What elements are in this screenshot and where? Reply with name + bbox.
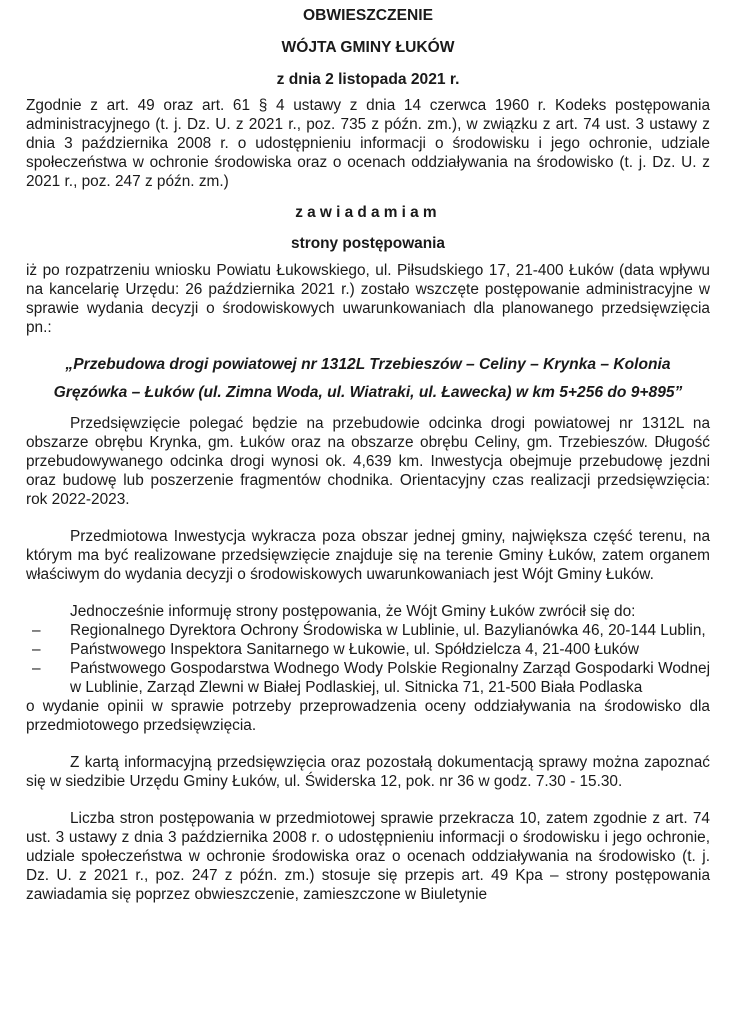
project-name-line-1: „Przebudowa drogi powiatowej nr 1312L Trzebieszów – Celiny – Krynka – Kolonia — [65, 356, 671, 373]
project-name-line-2: Gręzówka – Łuków (ul. Zimna Woda, ul. Wiatraki, ul. Ławecka) w km 5+256 do 9+895” — [53, 384, 683, 401]
list-dash: – — [32, 641, 41, 658]
list-item — [26, 659, 710, 697]
project-name — [26, 351, 710, 407]
inform-paragraph: Jednocześnie informuję strony postępowania, że Wójt Gminy Łuków zwrócił się do: — [70, 603, 636, 620]
list-item — [26, 621, 710, 640]
list-dash: – — [32, 622, 41, 639]
institutions-list — [26, 621, 710, 697]
list-dash: – — [32, 660, 41, 677]
legal-basis-paragraph: Zgodnie z art. 49 oraz art. 61 § 4 ustawy z dnia 14 czerwca 1960 r. Kodeks postępowania administracyjnego (t. j. Dz. U. z 2021 r., poz. 735 z późn. zm.), w związku z art. 74 ust. 3 ustawy z dnia 3 października 2008 r. o udostępnieniu informacji o środowisku i jego ochronie, udziale społeczeństwa w ochronie środowiska oraz o ocenach oddziaływania na środowisko (t. j. Dz. U. z 2021 r., poz. 247 z późn. zm.) — [26, 97, 710, 190]
institution-text: Regionalnego Dyrektora Ochrony Środowiska w Lublinie, ul. Bazylianówka 46, 20-144 Lublin, — [70, 622, 706, 639]
notify-heading: zawiadamiam — [295, 204, 441, 221]
notify-target: strony postępowania — [291, 235, 445, 252]
list-item — [26, 640, 710, 659]
authority-paragraph: Przedmiotowa Inwestycja wykracza poza obszar jednej gminy, największa część terenu, na którym ma być realizowane przedsięwzięcie znajduje się na terenie Gminy Łuków, zatem organem właściwym do wydania decyzji o środowiskowych uwarunkowaniach jest Wójt Gminy Łuków. — [26, 528, 710, 583]
document-title: OBWIESZCZENIE — [303, 7, 433, 24]
documents-paragraph: Z kartą informacyjną przedsięwzięcia oraz pozostałą dokumentacją sprawy można zapoznać się w siedzibie Urzędu Gminy Łuków, ul. Świderska 12, pok. nr 36 w godz. 7.30 - 15.30. — [26, 754, 710, 790]
document-date: z dnia 2 listopada 2021 r. — [276, 71, 460, 88]
description-paragraph: Przedsięwzięcie polegać będzie na przebudowie odcinka drogi powiatowej nr 1312L na obszarze obrębu Krynka, gm. Łuków oraz na obszarze obrębu Celiny, gm. Trzebieszów. Długość przebudowywanego odcinka drogi wynosi ok. 4,639 km. Inwestycja obejmuje przebudowę jezdni oraz budowę lub poszerzenie fragmentów chodnika. Orientacyjny czas realizacji przedsięwzięcia: rok 2022-2023. — [26, 415, 710, 508]
institution-text: Państwowego Inspektora Sanitarnego w Łukowie, ul. Spółdzielcza 4, 21-400 Łuków — [70, 641, 639, 658]
document-page — [26, 6, 710, 904]
issuing-authority: WÓJTA GMINY ŁUKÓW — [281, 39, 455, 56]
opinion-paragraph: o wydanie opinii w sprawie potrzeby przeprowadzenia oceny oddziaływania na środowisko dla przedmiotowego przedsięwzięcia. — [26, 698, 710, 734]
initiation-paragraph: iż po rozpatrzeniu wniosku Powiatu Łukowskiego, ul. Piłsudskiego 17, 21-400 Łuków (data wpływu na kancelarię Urzędu: 26 października 2021 r.) zostało wszczęte postępowanie administracyjne w sprawie wydania decyzji o środowiskowych uwarunkowaniach dla planowanego przedsięwzięcia pn.: — [26, 262, 710, 336]
institution-text: Państwowego Gospodarstwa Wodnego Wody Polskie Regionalny Zarząd Gospodarki Wodnej w Lublinie, Zarząd Zlewni w Białej Podlaskiej, ul. Sitnicka 71, 21-500 Biała Podlaska — [70, 660, 710, 696]
parties-paragraph: Liczba stron postępowania w przedmiotowej sprawie przekracza 10, zatem zgodnie z art. 74 ust. 3 ustawy z dnia 3 października 2008 r. o udostępnieniu informacji o środowisku i jego ochronie, udziale społeczeństwa w ochronie środowiska oraz o ocenach oddziaływania na środowisko (t. j. Dz. U. z 2021 r., poz. 247 z późn. zm.) stosuje się przepis art. 49 Kpa – strony postępowania zawiadamia się poprzez obwieszczenie, zamieszczone w Biuletynie — [26, 810, 710, 903]
